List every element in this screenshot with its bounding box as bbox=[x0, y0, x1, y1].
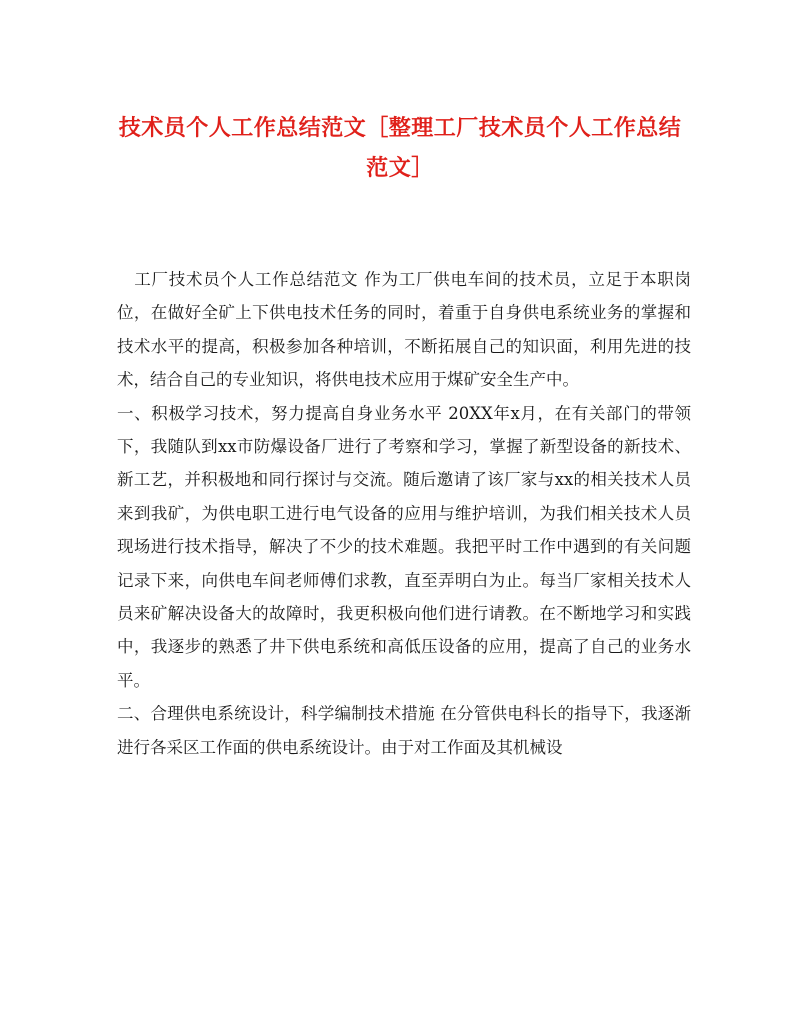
document-title: 技术员个人工作总结范文［整理工厂技术员个人工作总结范文］ bbox=[118, 115, 682, 181]
paragraph-section-2: 二、合理供电系统设计，科学编制技术措施 在分管供电科长的指导下，我逐渐进行各采区工作面的供电系统设计。由于对工作面及其机械设 bbox=[117, 704, 691, 757]
paragraph-intro: 工厂技术员个人工作总结范文 作为工厂供电车间的技术员，立足于本职岗位，在做好全矿上下供电技术任务的同时，着重于自身供电系统业务的掌握和技术水平的提高，积极参加各种培训，不断拓展自己的知识面，利用先进的技术，结合自己的专业知识，将供电技术应用于煤矿安全生产中。 bbox=[117, 270, 691, 390]
paragraph-section-1: 一、积极学习技术，努力提高自身业务水平 20XX年x月，在有关部门的带领下，我随队到xx市防爆设备厂进行了考察和学习，掌握了新型设备的新技术、新工艺，并积极地和同行探讨与交流。随后邀请了该厂家与xx的相关技术人员来到我矿，为供电职工进行电气设备的应用与维护培训，为我们相关技术人员现场进行技术指导，解决了不少的技术难题。我把平时工作中遇到的有关问题记录下来，向供电车间老师傅们求教，直至弄明白为止。每当厂家相关技术人员来矿解决设备大的故障时，我更积极向他们进行请教。在不断地学习和实践中，我逐步的熟悉了井下供电系统和高低压设备的应用，提高了自己的业务水平。 bbox=[117, 403, 691, 690]
document-body bbox=[117, 263, 691, 764]
